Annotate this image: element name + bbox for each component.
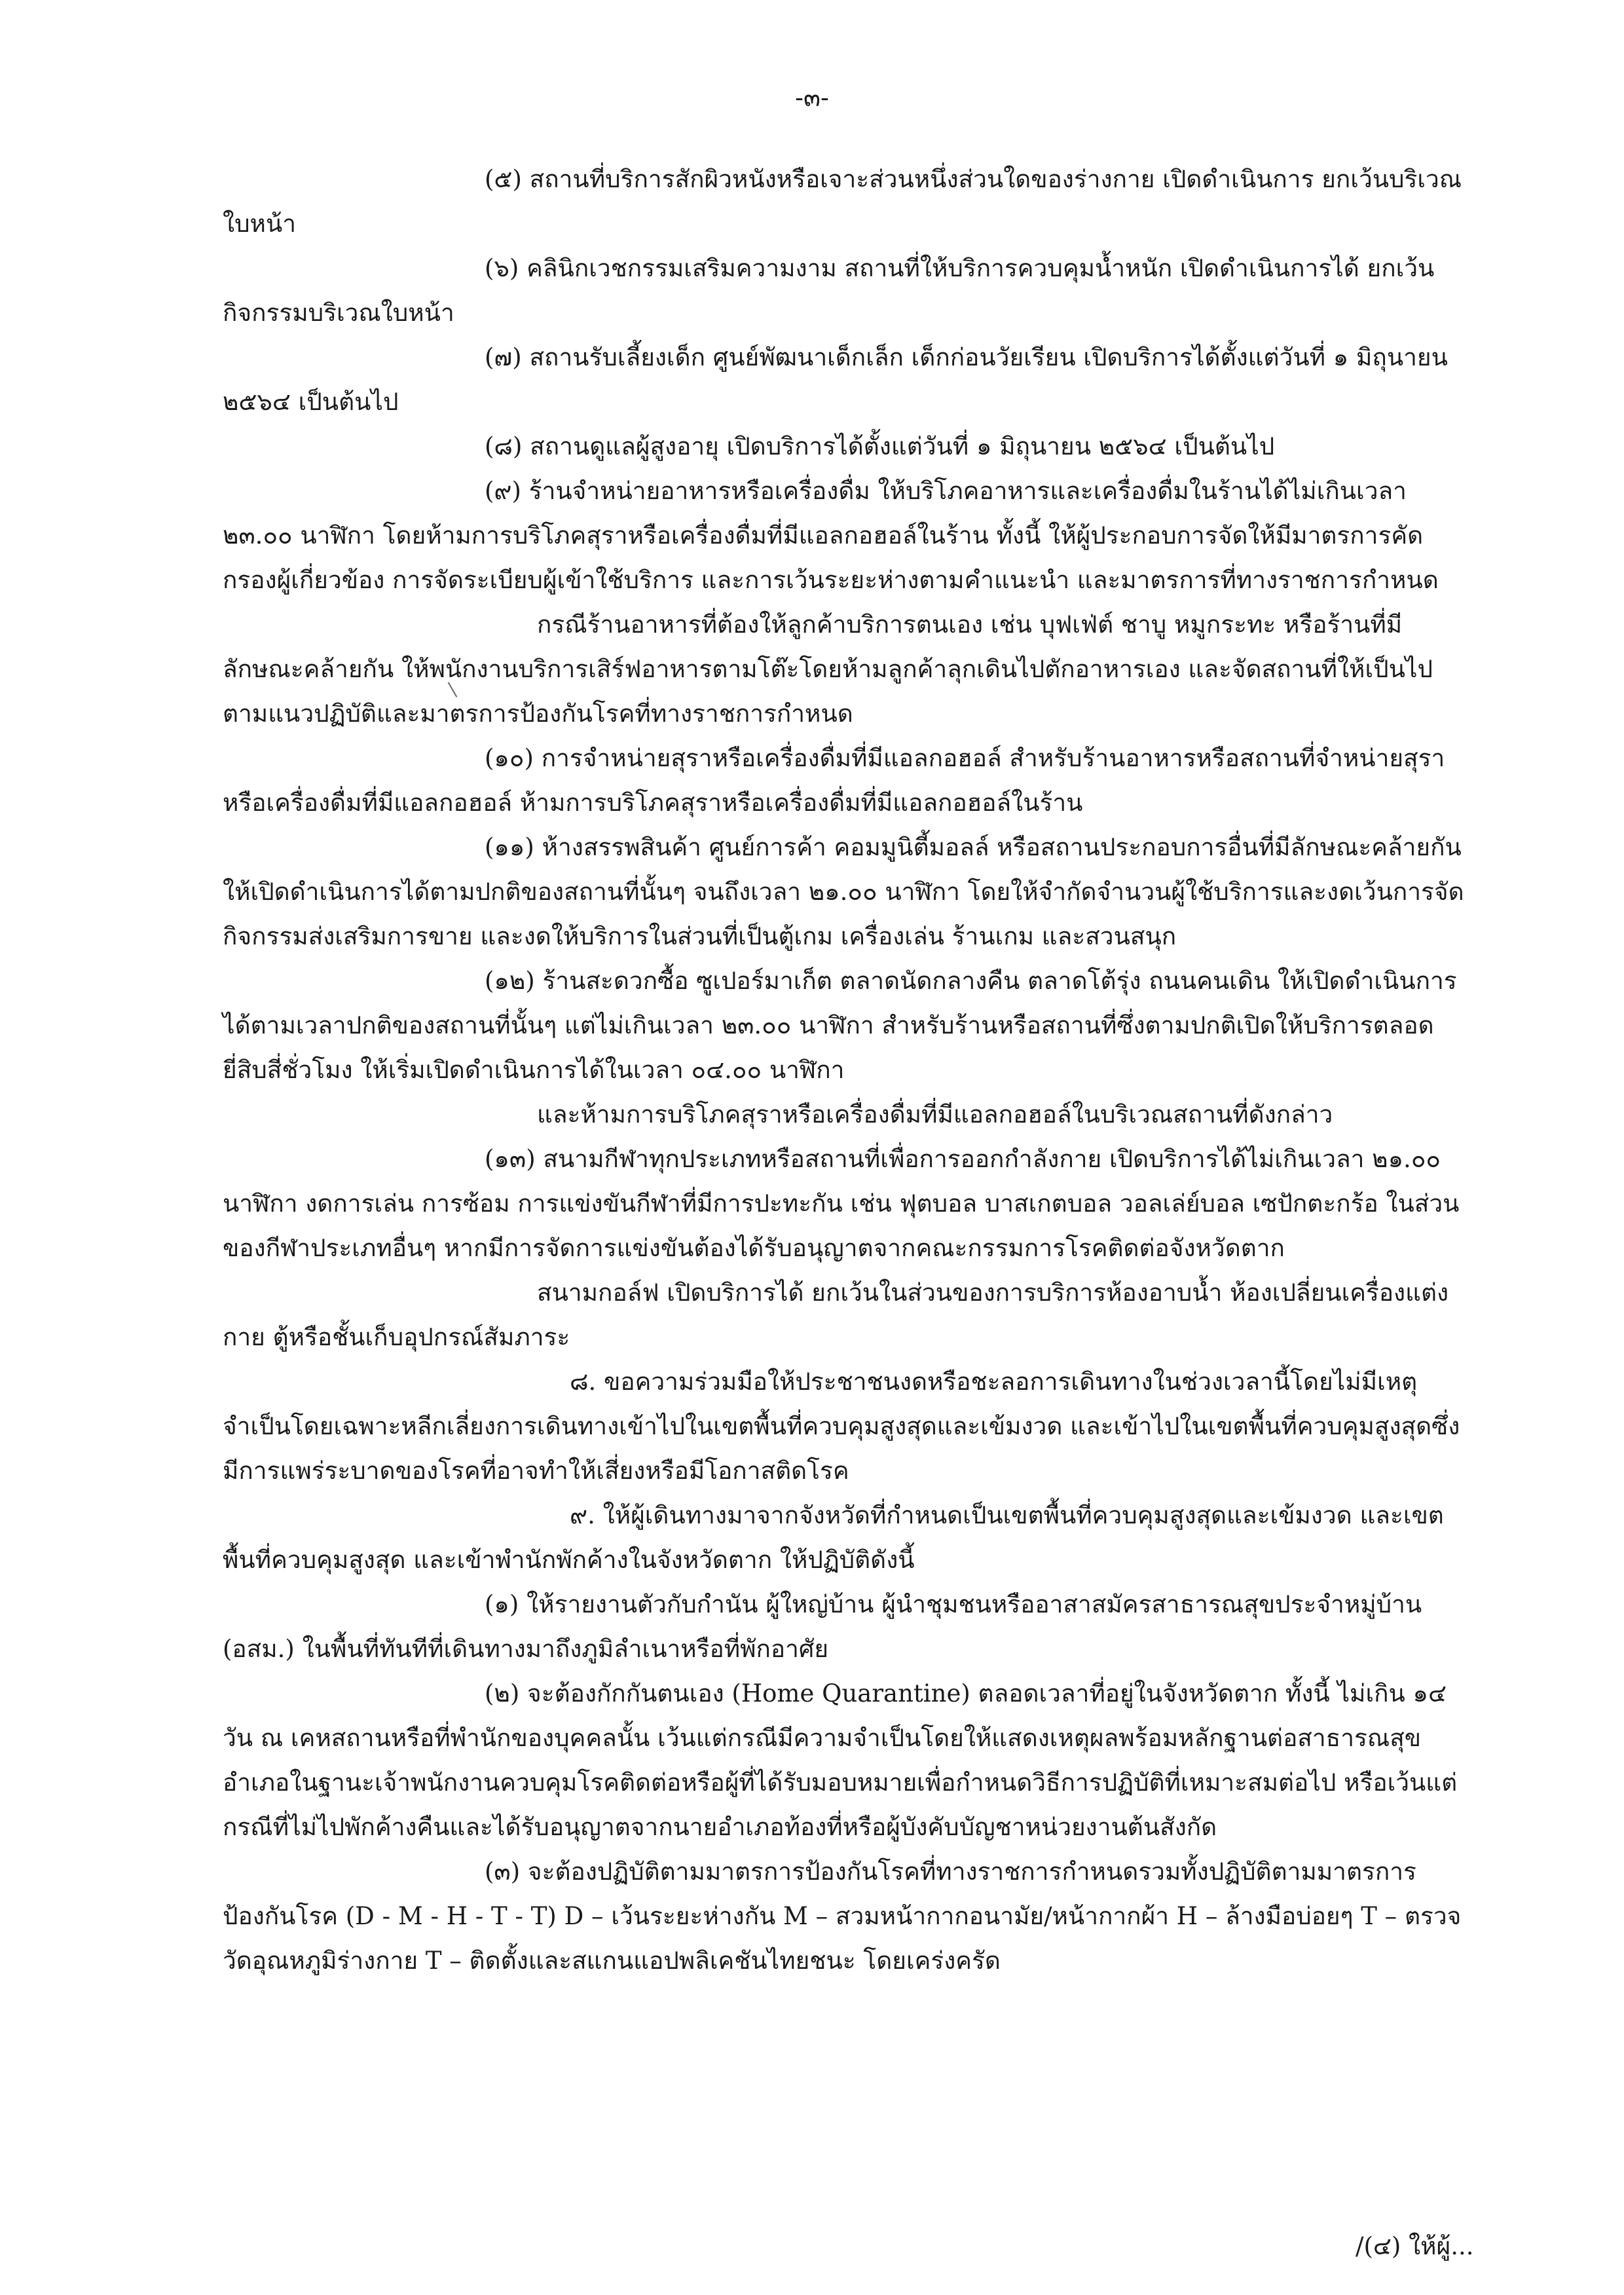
paragraph: (๘) สถานดูแลผู้สูงอายุ เปิดบริการได้ตั้งแต่วันที่ ๑ มิถุนายน ๒๕๖๔ เป็นต้นไป [485, 432, 1275, 460]
paragraph: (๑) ให้รายงานตัวกับกำนัน ผู้ใหญ่บ้าน ผู้นำชุมชนหรืออาสาสมัครสาธารณสุขประจำหมู่บ้าน (อสม.) ในพื้นที่ทันทีที่เดินทางมาถึงภูมิลำเนาหรือที่พักอาศัย [223, 1590, 1422, 1663]
paragraph: ๘. ขอความร่วมมือให้ประชาชนงดหรือชะลอการเดินทางในช่วงเวลานี้โดยไม่มีเหตุจำเป็นโดยเฉพาะหลีกเลี่ยงการเดินทางเข้าไปในเขตพื้นที่ควบคุมสูงสุดและเข้มงวด และเข้าไปในเขตพื้นที่ควบคุมสูงสุดซึ่งมีการแพร่ระบาดของโรคที่อาจทำให้เสี่ยงหรือมีโอกาสติดโรค [223, 1368, 1460, 1485]
paragraph: กรณีร้านอาหารที่ต้องให้ลูกค้าบริการตนเอง เช่น บุฟเฟ่ต์ ชาบู หมูกระทะ หรือร้านที่มีลักษณะคล้ายกัน ให้พนักงานบริการเสิร์ฟอาหารตามโต๊ะโดยห้ามลูกค้าลุกเดินไปตักอาหารเอง และจัดสถานที่ให้เป็นไปตามแนวปฏิบัติและมาตรการป้องกันโรคที่ทางราชการกำหนด [223, 610, 1433, 728]
paragraph: (๗) สถานรับเลี้ยงเด็ก ศูนย์พัฒนาเด็กเล็ก เด็กก่อนวัยเรียน เปิดบริการได้ตั้งแต่วันที่ ๑ มิถุนายน ๒๕๖๔ เป็นต้นไป [223, 343, 1448, 416]
paragraph: (๑๒) ร้านสะดวกซื้อ ซูเปอร์มาเก็ต ตลาดนัดกลางคืน ตลาดโต้รุ่ง ถนนคนเดิน ให้เปิดดำเนินการได้ตามเวลาปกติของสถานที่นั้นๆ แต่ไม่เกินเวลา ๒๓.๐๐ นาฬิกา สำหรับร้านหรือสถานที่ซึ่งตามปกติเปิดให้บริการตลอดยี่สิบสี่ชั่วโมง ให้เริ่มเปิดดำเนินการได้ในเวลา ๐๔.๐๐ นาฬิกา [223, 967, 1457, 1084]
paragraph: (๒) จะต้องกักกันตนเอง (Home Quarantine) ตลอดเวลาที่อยู่ในจังหวัดตาก ทั้งนี้ ไม่เกิน ๑๔ วัน ณ เคหสถานหรือที่พำนักของบุคคลนั้น เว้นแต่กรณีมีความจำเป็นโดยให้แสดงเหตุผลพร้อมหลักฐานต่อสาธารณสุขอำเภอในฐานะเจ้าพนักงานควบคุมโรคติดต่อหรือผู้ที่ได้รับมอบหมายเพื่อกำหนดวิธีการปฏิบัติที่เหมาะสมต่อไป หรือเว้นแต่กรณีที่ไม่ไปพักค้างคืนและได้รับอนุญาตจากนายอำเภอท้องที่หรือผู้บังคับบัญชาหน่วยงานต้นสังกัด [223, 1679, 1458, 1841]
paragraph: (๖) คลินิกเวชกรรมเสริมความงาม สถานที่ให้บริการควบคุมน้ำหนัก เปิดดำเนินการได้ ยกเว้น กิจกรรมบริเวณใบหน้า [223, 254, 1435, 327]
continuation-reference: /(๔) ให้ผู้... [1356, 2232, 1474, 2260]
paragraph: (๑๐) การจำหน่ายสุราหรือเครื่องดื่มที่มีแอลกอฮอล์ สำหรับร้านอาหารหรือสถานที่จำหน่ายสุราหรือเครื่องดื่มที่มีแอลกอฮอล์ ห้ามการบริโภคสุราหรือเครื่องดื่มที่มีแอลกอฮอล์ในร้าน [223, 744, 1445, 817]
paragraph: (๑๑) ห้างสรรพสินค้า ศูนย์การค้า คอมมูนิตี้มอลล์ หรือสถานประกอบการอื่นที่มีลักษณะคล้ายกัน ให้เปิดดำเนินการได้ตามปกติของสถานที่นั้นๆ จนถึงเวลา ๒๑.๐๐ นาฬิกา โดยให้จำกัดจำนวนผู้ใช้บริการและงดเว้นการจัดกิจกรรมส่งเสริมการขาย และงดให้บริการในส่วนที่เป็นตู้เกม เครื่องเล่น ร้านเกม และสวนสนุก [223, 833, 1464, 950]
paragraph: (๓) จะต้องปฏิบัติตามมาตรการป้องกันโรคที่ทางราชการกำหนดรวมทั้งปฏิบัติตามมาตรการป้องกันโรค (D - M - H - T - T) D – เว้นระยะห่างกัน M – สวมหน้ากากอนามัย/หน้ากากผ้า H – ล้างมือบ่อยๆ T – ตรวจวัดอุณหภูมิร่างกาย T – ติดตั้งและสแกนแอปพลิเคชันไทยชนะ โดยเคร่งครัด [223, 1857, 1462, 1975]
paragraph: (๙) ร้านจำหน่ายอาหารหรือเครื่องดื่ม ให้บริโภคอาหารและเครื่องดื่มในร้านได้ไม่เกินเวลา ๒๓.๐๐ นาฬิกา โดยห้ามการบริโภคสุราหรือเครื่องดื่มที่มีแอลกอฮอล์ในร้าน ทั้งนี้ ให้ผู้ประกอบการจัดให้มีมาตรการคัดกรองผู้เกี่ยวข้อง การจัดระเบียบผู้เข้าใช้บริการ และการเว้นระยะห่างตามคำแนะนำ และมาตรการที่ทางราชการกำหนด [223, 477, 1439, 594]
paragraph: สนามกอล์ฟ เปิดบริการได้ ยกเว้นในส่วนของการบริการห้องอาบน้ำ ห้องเปลี่ยนเครื่องแต่งกาย ตู้หรือชั้นเก็บอุปกรณ์สัมภาระ [223, 1278, 1449, 1351]
document-body [223, 157, 1473, 1983]
paragraph: ๙. ให้ผู้เดินทางมาจากจังหวัดที่กำหนดเป็นเขตพื้นที่ควบคุมสูงสุดและเข้มงวด และเขตพื้นที่ควบคุมสูงสุด และเข้าพำนักพักค้างในจังหวัดตาก ให้ปฏิบัติดังนี้ [223, 1501, 1444, 1574]
paragraph: (๕) สถานที่บริการสักผิวหนังหรือเจาะส่วนหนึ่งส่วนใดของร่างกาย เปิดดำเนินการ ยกเว้นบริเวณใบหน้า [223, 165, 1462, 238]
page-number: -๓- [795, 83, 829, 112]
paragraph: และห้ามการบริโภคสุราหรือเครื่องดื่มที่มีแอลกอฮอล์ในบริเวณสถานที่ดังกล่าว [537, 1100, 1333, 1129]
paragraph: (๑๓) สนามกีฬาทุกประเภทหรือสถานที่เพื่อการออกกำลังกาย เปิดบริการได้ไม่เกินเวลา ๒๑.๐๐ นาฬิกา งดการเล่น การซ้อม การแข่งขันกีฬาที่มีการปะทะกัน เช่น ฟุตบอล บาสเกตบอล วอลเล่ย์บอล เซปักตะกร้อ ในส่วนของกีฬาประเภทอื่นๆ หากมีการจัดการแข่งขันต้องได้รับอนุญาตจากคณะกรรมการโรคติดต่อจังหวัดตาก [223, 1145, 1460, 1262]
